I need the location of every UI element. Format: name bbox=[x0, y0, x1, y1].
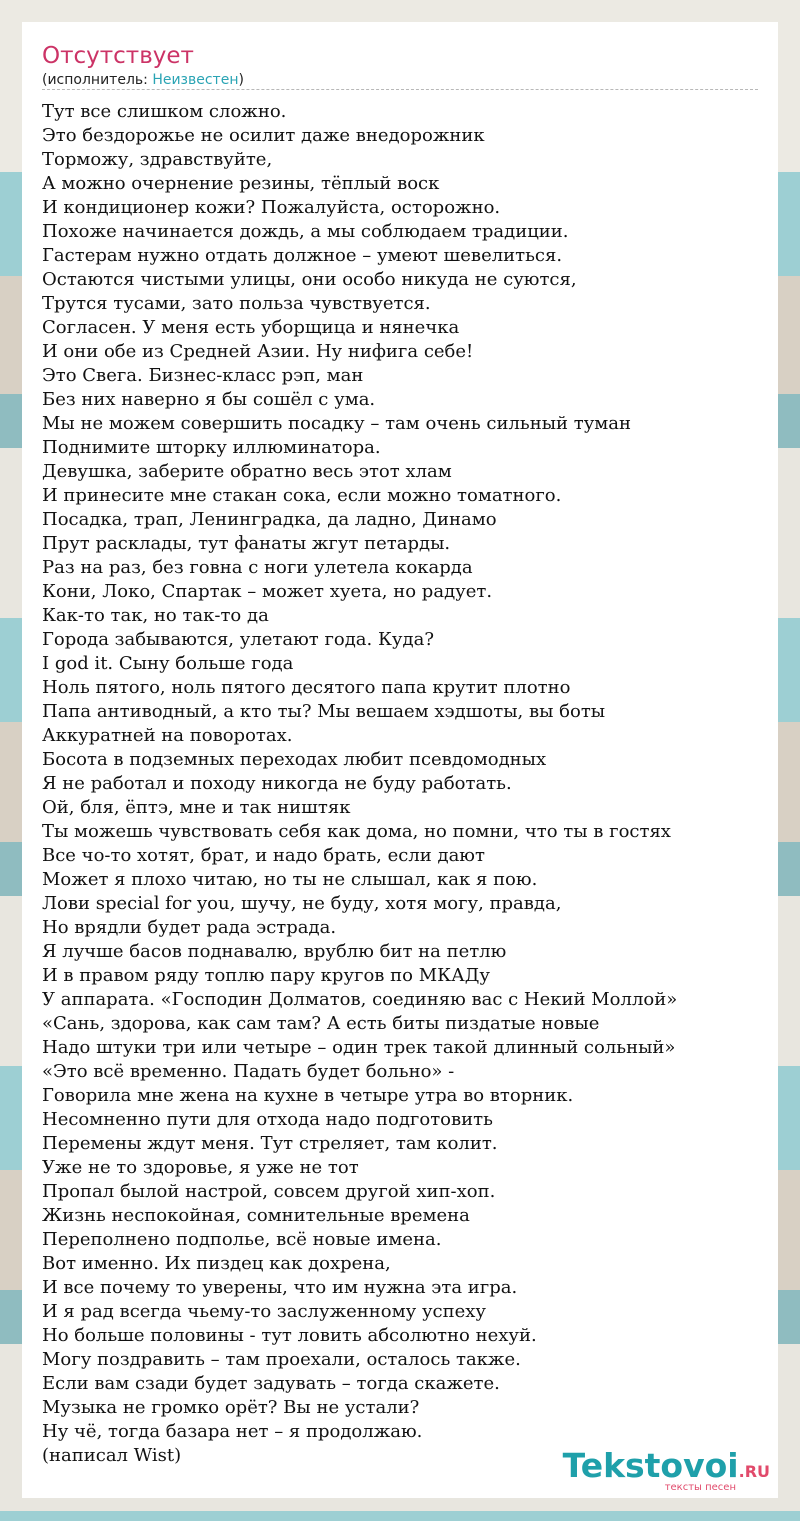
lyric-line: Девушка, заберите обратно весь этот хлам bbox=[42, 461, 452, 482]
lyric-line: Кони, Локо, Спартак – может хуета, но радует. bbox=[42, 581, 493, 602]
lyric-line: Перемены ждут меня. Тут стреляет, там колит. bbox=[42, 1133, 498, 1154]
lyric-line: Поднимите шторку иллюминатора. bbox=[42, 437, 381, 458]
lyric-line: Если вам сзади будет задувать – тогда скажете. bbox=[42, 1373, 500, 1394]
lyric-line: Переполнено подполье, всё новые имена. bbox=[42, 1229, 442, 1250]
lyric-line: (написал Wist) bbox=[42, 1445, 182, 1466]
lyric-line: Жизнь неспокойная, сомнительные времена bbox=[42, 1205, 470, 1226]
lyric-line: Гастерам нужно отдать должное – умеют шевелиться. bbox=[42, 245, 563, 266]
lyric-line: Согласен. У меня есть уборщица и нянечка bbox=[42, 317, 460, 338]
lyric-line: Босота в подземных переходах любит псевдомодных bbox=[42, 749, 547, 770]
lyric-line: Мы не можем совершить посадку – там очень сильный туман bbox=[42, 413, 632, 434]
lyric-line: Уже не то здоровье, я уже не тот bbox=[42, 1157, 359, 1178]
title-divider bbox=[42, 89, 758, 90]
lyric-line: Это бездорожье не осилит даже внедорожник bbox=[42, 125, 485, 146]
lyric-line: Папа антиводный, а кто ты? Мы вешаем хэдшоты, вы боты bbox=[42, 701, 606, 722]
lyric-line: Трутся тусами, зато польза чувствуется. bbox=[42, 293, 431, 314]
lyric-line: И в правом ряду топлю пару кругов по МКАДу bbox=[42, 965, 490, 986]
logo-tagline: тексты песен bbox=[664, 1482, 736, 1493]
lyric-line: Все чо-то хотят, брат, и надо брать, если дают bbox=[42, 845, 485, 866]
song-title: Отсутствует bbox=[42, 43, 194, 69]
lyric-line: Торможу, здравствуйте, bbox=[42, 149, 273, 170]
logo-name: Tekstovoi bbox=[562, 1446, 739, 1485]
lyric-line: Несомненно пути для отхода надо подготовить bbox=[42, 1109, 493, 1130]
lyric-line: Похоже начинается дождь, а мы соблюдаем традиции. bbox=[42, 221, 569, 242]
lyric-line: Как-то так, но так-то да bbox=[42, 605, 269, 626]
lyric-line: Ну чё, тогда базара нет – я продолжаю. bbox=[42, 1421, 423, 1442]
lyric-line: Музыка не громко орёт? Вы не устали? bbox=[42, 1397, 420, 1418]
lyric-line: Ты можешь чувствовать себя как дома, но помни, что ты в гостях bbox=[42, 821, 671, 842]
lyric-line: Остаются чистыми улицы, они особо никуда не суются, bbox=[42, 269, 577, 290]
artist-link[interactable]: Неизвестен bbox=[152, 72, 239, 88]
lyric-line: Я не работал и походу никогда не буду работать. bbox=[42, 773, 512, 794]
lyric-line: Может я плохо читаю, но ты не слышал, как я пою. bbox=[42, 869, 538, 890]
lyric-line: Без них наверно я бы сошёл с ума. bbox=[42, 389, 376, 410]
lyric-line: У аппарата. «Господин Долматов, соединяю вас с Некий Моллой» bbox=[42, 989, 678, 1010]
lyric-line: Аккуратней на поворотах. bbox=[42, 725, 293, 746]
lyric-line: Могу поздравить – там проехали, осталось также. bbox=[42, 1349, 521, 1370]
lyric-line: Пропал былой настрой, совсем другой хип-хоп. bbox=[42, 1181, 496, 1202]
lyric-line: Ой, бля, ёптэ, мне и так ништяк bbox=[42, 797, 351, 818]
lyric-line: И кондиционер кожи? Пожалуйста, осторожно. bbox=[42, 197, 501, 218]
lyric-line: И я рад всегда чьему-то заслуженному успеху bbox=[42, 1301, 487, 1322]
lyric-line: Надо штуки три или четыре – один трек такой длинный сольный» bbox=[42, 1037, 676, 1058]
lyric-line: Города забываются, улетают года. Куда? bbox=[42, 629, 434, 650]
lyric-line: «Сань, здорова, как сам там? А есть биты пиздатые новые bbox=[42, 1013, 600, 1034]
logo-tld: .RU bbox=[738, 1462, 770, 1481]
site-logo[interactable] bbox=[560, 1446, 770, 1494]
lyric-line: Это Свега. Бизнес-класс рэп, ман bbox=[42, 365, 364, 386]
artist-line bbox=[42, 71, 244, 89]
lyric-line: Говорила мне жена на кухне в четыре утра во вторник. bbox=[42, 1085, 574, 1106]
lyric-line: Ноль пятого, ноль пятого десятого папа крутит плотно bbox=[42, 677, 571, 698]
lyric-line: И все почему то уверены, что им нужна эта игра. bbox=[42, 1277, 518, 1298]
artist-suffix: ) bbox=[238, 72, 244, 88]
lyric-line: Тут все слишком сложно. bbox=[42, 101, 287, 122]
lyric-line: Лови special for you, шучу, не буду, хотя могу, правда, bbox=[42, 893, 562, 914]
lyric-line: Прут расклады, тут фанаты жгут петарды. bbox=[42, 533, 451, 554]
lyric-line: Но больше половины - тут ловить абсолютно нехуй. bbox=[42, 1325, 537, 1346]
artist-prefix: (исполнитель: bbox=[42, 72, 153, 88]
lyric-line: Но врядли будет рада эстрада. bbox=[42, 917, 337, 938]
lyric-line: I god it. Сыну больше года bbox=[42, 653, 294, 674]
lyric-line: А можно очернение резины, тёплый воск bbox=[42, 173, 440, 194]
lyrics-text bbox=[42, 100, 677, 1468]
lyric-line: Вот именно. Их пиздец как дохрена, bbox=[42, 1253, 391, 1274]
lyric-line: И принесите мне стакан сока, если можно томатного. bbox=[42, 485, 562, 506]
lyric-line: Посадка, трап, Ленинградка, да ладно, Динамо bbox=[42, 509, 497, 530]
lyric-line: И они обе из Средней Азии. Ну нифига себе! bbox=[42, 341, 474, 362]
lyrics-card bbox=[22, 22, 778, 1498]
lyric-line: Раз на раз, без говна с ноги улетела кокарда bbox=[42, 557, 473, 578]
lyric-line: «Это всё временно. Падать будет больно» - bbox=[42, 1061, 455, 1082]
lyric-line: Я лучше басов поднавалю, врублю бит на петлю bbox=[42, 941, 507, 962]
